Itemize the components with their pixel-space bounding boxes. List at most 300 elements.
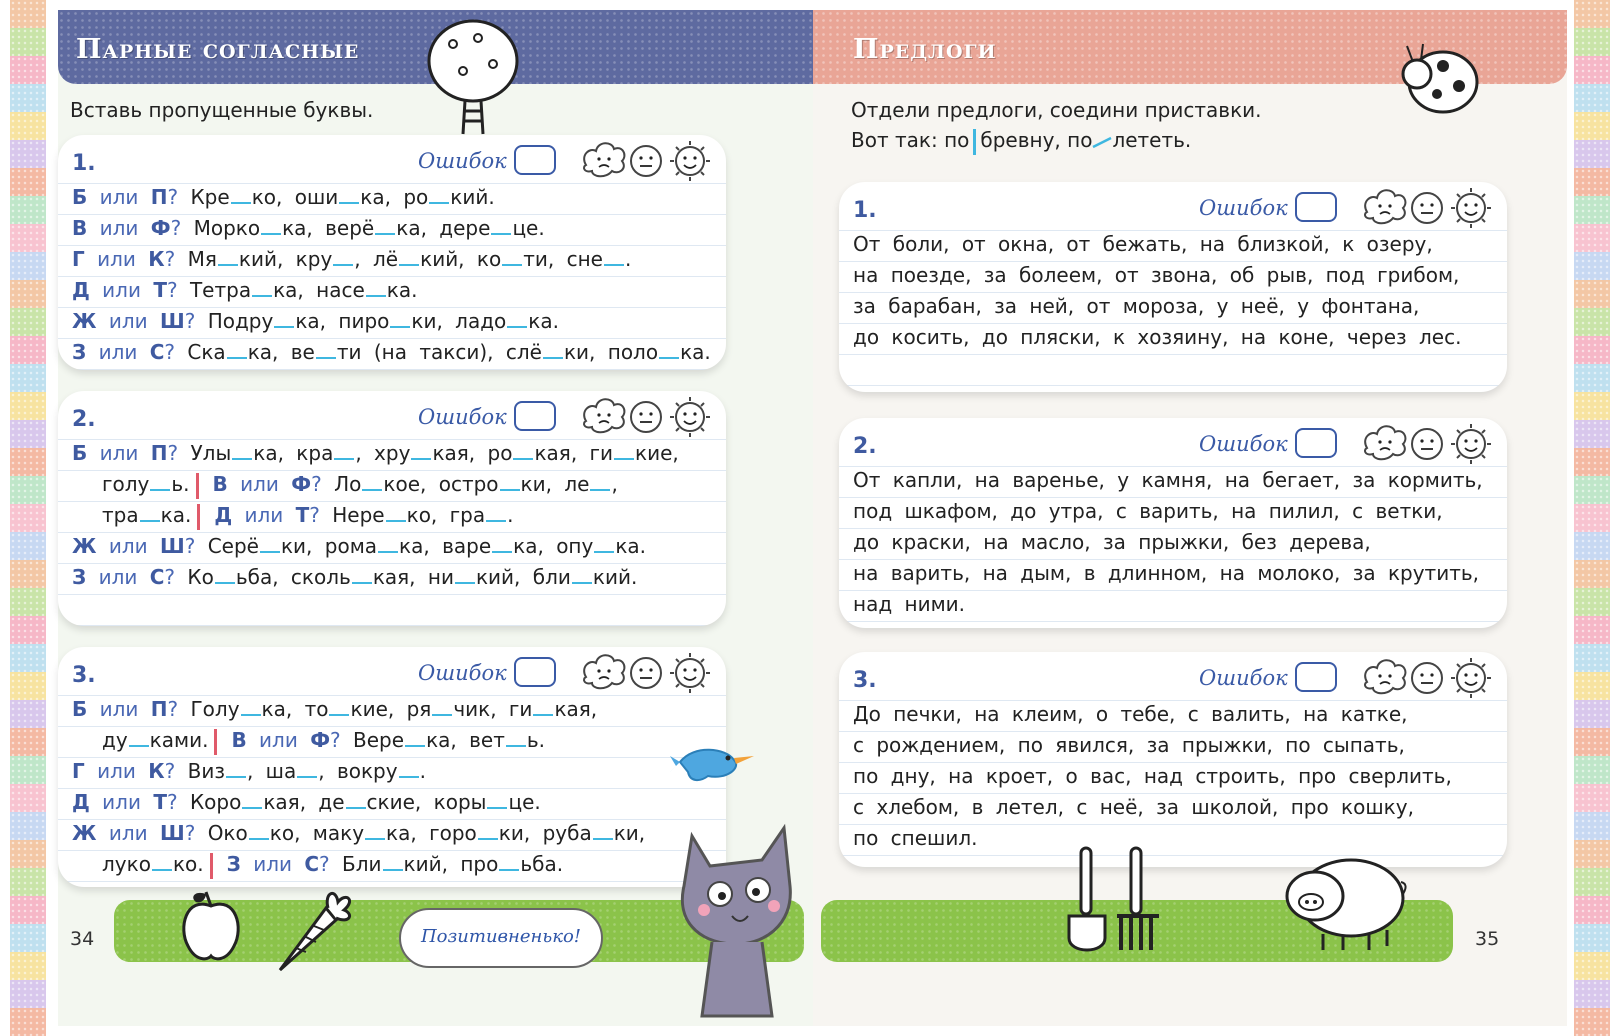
fill-in-blank[interactable]	[478, 826, 498, 840]
stripe-tile	[10, 168, 46, 196]
separator-bar	[197, 504, 200, 530]
fill-in-blank[interactable]	[593, 826, 613, 840]
fill-in-blank[interactable]	[152, 857, 172, 871]
cat-icon	[662, 816, 822, 1026]
errors-label: Ошибок	[1199, 666, 1288, 690]
word-fragment: це.	[512, 216, 545, 240]
neutral-face-icon[interactable]	[631, 658, 661, 688]
stripe-tile	[1574, 392, 1610, 420]
fill-in-blank[interactable]	[383, 857, 403, 871]
fill-in-blank[interactable]	[604, 252, 624, 266]
letter-question	[72, 565, 187, 589]
preposition-line: за барабан, за ней, от мороза, у неё, у фонтана,	[853, 294, 1420, 318]
stripe-tile	[10, 28, 46, 56]
fill-in-blank[interactable]	[260, 539, 280, 553]
question-mark: ?	[167, 441, 191, 465]
exercise-line	[72, 500, 716, 531]
letter-option: Г	[72, 247, 85, 271]
word-fragment: луко	[102, 852, 151, 876]
stripe-tile	[10, 812, 46, 840]
word-fragment: кая, де	[263, 790, 345, 814]
fill-in-blank[interactable]	[432, 702, 452, 716]
separator-bar	[196, 473, 199, 499]
or-word: или	[232, 503, 296, 527]
word-fragment: Тетра	[189, 278, 252, 302]
fill-in-blank[interactable]	[316, 345, 336, 359]
stripe-tile	[10, 364, 46, 392]
fill-in-blank[interactable]	[491, 221, 511, 235]
card-number: 3.	[72, 663, 96, 688]
stripe-tile	[1574, 28, 1610, 56]
letter-option: Ш	[159, 309, 185, 333]
stripe-tile	[10, 504, 46, 532]
fill-in-blank[interactable]	[486, 508, 506, 522]
stripe-tile	[1574, 840, 1610, 868]
fill-in-blank[interactable]	[492, 539, 512, 553]
errors-count-box[interactable]	[514, 145, 556, 175]
stripe-tile	[10, 224, 46, 252]
exercise-lines	[72, 694, 716, 880]
preposition-line: с хлебом, в летел, с неё, за школой, про кошку,	[853, 795, 1414, 819]
stripe-tile	[1574, 532, 1610, 560]
cloud-face-icon[interactable]	[584, 399, 624, 432]
fill-in-blank[interactable]	[129, 733, 149, 747]
fill-in-blank[interactable]	[339, 190, 359, 204]
right-page	[813, 10, 1567, 1026]
stripe-tile	[10, 952, 46, 980]
fill-in-blank[interactable]	[399, 764, 419, 778]
exercise-lines	[72, 182, 716, 368]
word-fragment: ка, то	[261, 697, 329, 721]
question-mark: ?	[164, 565, 188, 589]
right-example	[851, 128, 1191, 155]
cloud-face-icon[interactable]	[1365, 190, 1405, 223]
fill-in-blank[interactable]	[297, 764, 317, 778]
stripe-tile	[10, 448, 46, 476]
fill-in-blank[interactable]	[533, 702, 553, 716]
stripe-tile	[10, 56, 46, 84]
cloud-face-icon[interactable]	[1365, 660, 1405, 693]
word-fragment: кая,	[554, 697, 598, 721]
letter-option: К	[148, 759, 165, 783]
or-word: или	[86, 565, 150, 589]
word-fragment: ские, коры	[366, 790, 487, 814]
word-fragment: кая, ги	[534, 441, 614, 465]
preposition-lines	[853, 229, 1497, 353]
fill-in-blank[interactable]	[502, 252, 522, 266]
sun-face-icon[interactable]	[1451, 658, 1491, 698]
fill-in-blank[interactable]	[366, 283, 386, 297]
word-fragment: Улы	[190, 441, 232, 465]
cloud-face-icon[interactable]	[584, 655, 624, 688]
stripe-tile	[1574, 84, 1610, 112]
stripe-tile	[1574, 896, 1610, 924]
or-word: или	[89, 278, 154, 302]
fill-in-blank[interactable]	[232, 446, 252, 460]
stripe-tile	[1574, 672, 1610, 700]
word-fragment: кий, кру	[238, 247, 333, 271]
stripe-tile	[1574, 728, 1610, 756]
right-stripe-border	[1574, 0, 1610, 1034]
mood-faces	[1359, 654, 1499, 704]
question-mark: ?	[166, 278, 190, 302]
word-fragment: ка.	[528, 309, 559, 333]
word-fragment: кое, остро	[383, 472, 499, 496]
stripe-tile	[1574, 924, 1610, 952]
sun-face-icon[interactable]	[1451, 424, 1491, 464]
fill-in-blank[interactable]	[506, 733, 526, 747]
letter-option: Б	[72, 441, 88, 465]
fill-in-blank[interactable]	[411, 446, 431, 460]
stripe-tile	[10, 560, 46, 588]
stripe-tile	[1574, 420, 1610, 448]
left-page	[58, 10, 813, 1026]
stripe-tile	[10, 308, 46, 336]
fill-in-blank[interactable]	[399, 252, 419, 266]
letter-option: П	[150, 697, 168, 721]
preposition-card-2	[839, 418, 1507, 628]
stripe-tile	[10, 924, 46, 952]
card-number: 1.	[72, 151, 96, 176]
fill-in-blank[interactable]	[241, 702, 261, 716]
stripe-tile	[10, 140, 46, 168]
word-fragment: ка, вет	[426, 728, 505, 752]
exercise-line	[72, 438, 716, 469]
fill-in-blank[interactable]	[500, 477, 520, 491]
stripe-tile	[10, 588, 46, 616]
word-fragment: Ло	[334, 472, 362, 496]
tree-icon	[423, 16, 523, 141]
word-fragment: кий.	[592, 565, 638, 589]
stripe-tile	[1574, 308, 1610, 336]
word-fragment: Кре	[190, 185, 230, 209]
neutral-face-icon[interactable]	[631, 146, 661, 176]
word-fragment: , хру	[355, 441, 411, 465]
letter-option: Д	[72, 278, 90, 302]
fill-in-blank[interactable]	[390, 314, 410, 328]
or-word: или	[96, 534, 160, 558]
letter-question	[214, 503, 332, 527]
word-fragment: Мя	[187, 247, 217, 271]
carrot-icon	[266, 886, 356, 976]
word-fragment: ьба.	[520, 852, 564, 876]
word-fragment: кий, про	[403, 852, 499, 876]
stripe-tile	[1574, 448, 1610, 476]
exercise-line	[72, 725, 716, 756]
errors-label: Ошибок	[418, 149, 507, 173]
fill-in-blank[interactable]	[231, 190, 251, 204]
right-instruction: Отдели предлоги, соедини приставки.	[851, 98, 1262, 122]
neutral-face-icon[interactable]	[1412, 193, 1442, 223]
stripe-tile	[1574, 0, 1610, 28]
fill-in-blank[interactable]	[378, 539, 398, 553]
question-mark: ?	[319, 852, 343, 876]
letter-option: В	[72, 216, 88, 240]
letter-option: Ж	[72, 821, 97, 845]
word-fragment: ти (на такси), слё	[336, 340, 542, 364]
fill-in-blank[interactable]	[140, 508, 160, 522]
preposition-line: на варить, на дым, в длинном, на молоко, за крутить,	[853, 561, 1480, 585]
word-fragment: ки, ладо	[411, 309, 507, 333]
or-word: или	[84, 247, 149, 271]
fill-in-blank[interactable]	[274, 314, 294, 328]
stripe-tile	[10, 840, 46, 868]
stripe-tile	[10, 728, 46, 756]
fill-in-blank[interactable]	[405, 733, 425, 747]
fill-in-blank[interactable]	[261, 221, 281, 235]
ladybug-icon	[1393, 40, 1483, 116]
neutral-face-icon[interactable]	[1412, 429, 1442, 459]
stripe-tile	[10, 392, 46, 420]
apple-icon	[176, 888, 246, 968]
word-fragment: ь.	[526, 728, 546, 752]
letter-question	[72, 247, 188, 271]
bird-icon	[670, 742, 762, 786]
letter-option: Ш	[159, 821, 185, 845]
fill-in-blank[interactable]	[334, 446, 354, 460]
word-fragment: ко, гра	[406, 503, 486, 527]
fill-in-blank[interactable]	[386, 508, 406, 522]
word-fragment: ду	[102, 728, 128, 752]
word-fragment: кий, бли	[475, 565, 571, 589]
fill-in-blank[interactable]	[614, 446, 634, 460]
footer-bubble: Позитивненько!	[399, 908, 603, 968]
or-word: или	[86, 340, 150, 364]
exercise-line	[72, 562, 716, 593]
letter-question	[72, 534, 208, 558]
word-fragment: тра	[102, 503, 139, 527]
letter-option: Д	[214, 503, 233, 527]
fill-in-blank[interactable]	[227, 345, 247, 359]
fill-in-blank[interactable]	[594, 539, 614, 553]
fill-in-blank[interactable]	[513, 446, 533, 460]
errors-count-box[interactable]	[1295, 428, 1337, 458]
stripe-tile	[10, 616, 46, 644]
stripe-tile	[10, 336, 46, 364]
word-fragment: ками.	[149, 728, 209, 752]
fill-in-blank[interactable]	[252, 283, 272, 297]
errors-count-box[interactable]	[514, 657, 556, 687]
neutral-face-icon[interactable]	[1412, 663, 1442, 693]
or-word: или	[84, 759, 149, 783]
letter-option: Т	[295, 503, 310, 527]
stripe-tile	[10, 84, 46, 112]
word-fragment: , лё	[354, 247, 399, 271]
exercise-lines	[72, 438, 716, 593]
or-word: или	[87, 216, 151, 240]
preposition-line: под шкафом, до утра, с варить, на пилил, с ветки,	[853, 499, 1443, 523]
letter-question	[72, 790, 190, 814]
fill-in-blank[interactable]	[346, 795, 366, 809]
letter-question	[72, 340, 187, 364]
pig-icon	[1283, 846, 1409, 954]
stripe-tile	[1574, 504, 1610, 532]
stripe-tile	[1574, 560, 1610, 588]
letter-option: Б	[72, 185, 88, 209]
exercise-line	[72, 756, 716, 787]
word-fragment: кий, ко	[420, 247, 502, 271]
letter-option: Т	[153, 790, 167, 814]
word-fragment: , ша	[246, 759, 297, 783]
preposition-lines	[853, 465, 1497, 620]
word-fragment: Вере	[353, 728, 405, 752]
word-fragment: ки, поло	[563, 340, 659, 364]
stripe-tile	[1574, 112, 1610, 140]
stripe-tile	[1574, 1008, 1610, 1036]
fill-in-blank[interactable]	[329, 702, 349, 716]
letter-option: З	[72, 565, 87, 589]
fill-in-blank[interactable]	[455, 570, 475, 584]
word-fragment: Подру	[207, 309, 274, 333]
exercise-line	[72, 818, 716, 849]
preposition-line: до косить, до пляски, к хозяину, на коне, через лес.	[853, 325, 1462, 349]
word-fragment: кая, ни	[372, 565, 454, 589]
preposition-line: по спешил.	[853, 826, 978, 850]
fill-in-blank[interactable]	[226, 764, 246, 778]
sun-face-icon[interactable]	[670, 397, 710, 437]
errors-count-box[interactable]	[1295, 192, 1337, 222]
word-fragment: ,	[611, 472, 618, 496]
letter-question	[72, 821, 208, 845]
stripe-tile	[1574, 56, 1610, 84]
errors-label: Ошибок	[1199, 432, 1288, 456]
fill-in-blank[interactable]	[429, 190, 449, 204]
mood-faces	[1359, 184, 1499, 234]
fill-in-blank[interactable]	[487, 795, 507, 809]
exercise-line	[72, 694, 716, 725]
sun-face-icon[interactable]	[670, 141, 710, 181]
stripe-tile	[10, 420, 46, 448]
word-fragment: кая, ро	[432, 441, 513, 465]
fill-in-blank[interactable]	[572, 570, 592, 584]
word-fragment: ка, пиро	[295, 309, 390, 333]
stripe-tile	[1574, 952, 1610, 980]
word-fragment: ка, варе	[399, 534, 492, 558]
stripe-tile	[10, 112, 46, 140]
exercise-line	[72, 531, 716, 562]
card-number: 1.	[853, 198, 877, 223]
fill-in-blank[interactable]	[590, 477, 610, 491]
letter-option: П	[150, 441, 168, 465]
preposition-card-1	[839, 182, 1507, 392]
letter-option: Т	[153, 278, 167, 302]
errors-count-box[interactable]	[514, 401, 556, 431]
exercise-line	[72, 849, 716, 880]
stripe-tile	[1574, 364, 1610, 392]
letter-option: С	[149, 565, 165, 589]
fill-in-blank[interactable]	[375, 221, 395, 235]
letter-option: С	[304, 852, 320, 876]
word-fragment: ти, сне	[523, 247, 603, 271]
left-page-number: 34	[70, 928, 95, 950]
right-page-title: Предлоги	[853, 34, 997, 65]
stripe-tile	[1574, 476, 1610, 504]
stripe-tile	[10, 672, 46, 700]
exercise-line	[72, 787, 716, 818]
fill-in-blank[interactable]	[249, 826, 269, 840]
example-prefix-word: по	[1067, 128, 1093, 152]
word-fragment: Виз	[187, 759, 225, 783]
letter-option: Ф	[291, 472, 312, 496]
stripe-tile	[10, 896, 46, 924]
right-page-number: 35	[1475, 928, 1500, 950]
word-fragment: ко.	[172, 852, 204, 876]
separator-bar	[210, 853, 213, 879]
letter-question	[72, 278, 190, 302]
word-fragment: Серё	[207, 534, 259, 558]
question-mark: ?	[164, 247, 188, 271]
preposition-line: до краски, на масло, за прыжки, без дерева,	[853, 530, 1371, 554]
word-fragment: ка.	[160, 503, 192, 527]
letter-question	[72, 216, 194, 240]
fill-in-blank[interactable]	[352, 570, 372, 584]
stripe-tile	[10, 532, 46, 560]
exercise-line	[72, 469, 716, 500]
letter-question	[231, 728, 353, 752]
cloud-face-icon[interactable]	[1365, 426, 1405, 459]
stripe-tile	[1574, 588, 1610, 616]
word-fragment: Бли	[342, 852, 382, 876]
letter-option: Ж	[72, 309, 97, 333]
stripe-tile	[10, 1008, 46, 1036]
preposition-line: От капли, на варенье, у камня, на бегает, за кормить,	[853, 468, 1483, 492]
errors-count-box[interactable]	[1295, 662, 1337, 692]
word-fragment: .	[624, 247, 632, 271]
errors-label: Ошибок	[418, 661, 507, 685]
rake-icon	[1113, 846, 1163, 958]
sun-face-icon[interactable]	[1451, 188, 1491, 228]
separator-bar	[214, 729, 217, 755]
letter-option: Г	[72, 759, 85, 783]
stripe-tile	[1574, 336, 1610, 364]
fill-in-blank[interactable]	[362, 477, 382, 491]
example-separator	[973, 129, 976, 155]
word-fragment: Коро	[189, 790, 242, 814]
stripe-tile	[1574, 252, 1610, 280]
preposition-lines	[853, 699, 1497, 854]
question-mark: ?	[167, 697, 191, 721]
letter-option: В	[212, 472, 228, 496]
question-mark: ?	[164, 759, 188, 783]
fill-in-blank[interactable]	[218, 252, 238, 266]
fill-in-blank[interactable]	[499, 857, 519, 871]
fill-in-blank[interactable]	[365, 826, 385, 840]
neutral-face-icon[interactable]	[631, 402, 661, 432]
cloud-face-icon[interactable]	[584, 143, 624, 176]
example-prefix: Вот так:	[851, 128, 938, 152]
exercise-line	[72, 275, 716, 306]
fill-in-blank[interactable]	[215, 570, 235, 584]
letter-question	[72, 759, 188, 783]
fill-in-blank[interactable]	[150, 477, 170, 491]
card-number: 2.	[853, 434, 877, 459]
fill-in-blank[interactable]	[659, 345, 679, 359]
stripe-tile	[1574, 224, 1610, 252]
letter-question	[72, 185, 190, 209]
letter-option: В	[231, 728, 247, 752]
question-mark: ?	[330, 728, 354, 752]
fill-in-blank[interactable]	[543, 345, 563, 359]
stripe-tile	[1574, 644, 1610, 672]
fill-in-blank[interactable]	[333, 252, 353, 266]
fill-in-blank[interactable]	[242, 795, 262, 809]
or-word: или	[96, 821, 160, 845]
fill-in-blank[interactable]	[507, 314, 527, 328]
stripe-tile	[10, 0, 46, 28]
word-fragment: .	[419, 759, 426, 783]
sun-face-icon[interactable]	[670, 653, 710, 693]
example-preposition: по	[944, 128, 970, 152]
